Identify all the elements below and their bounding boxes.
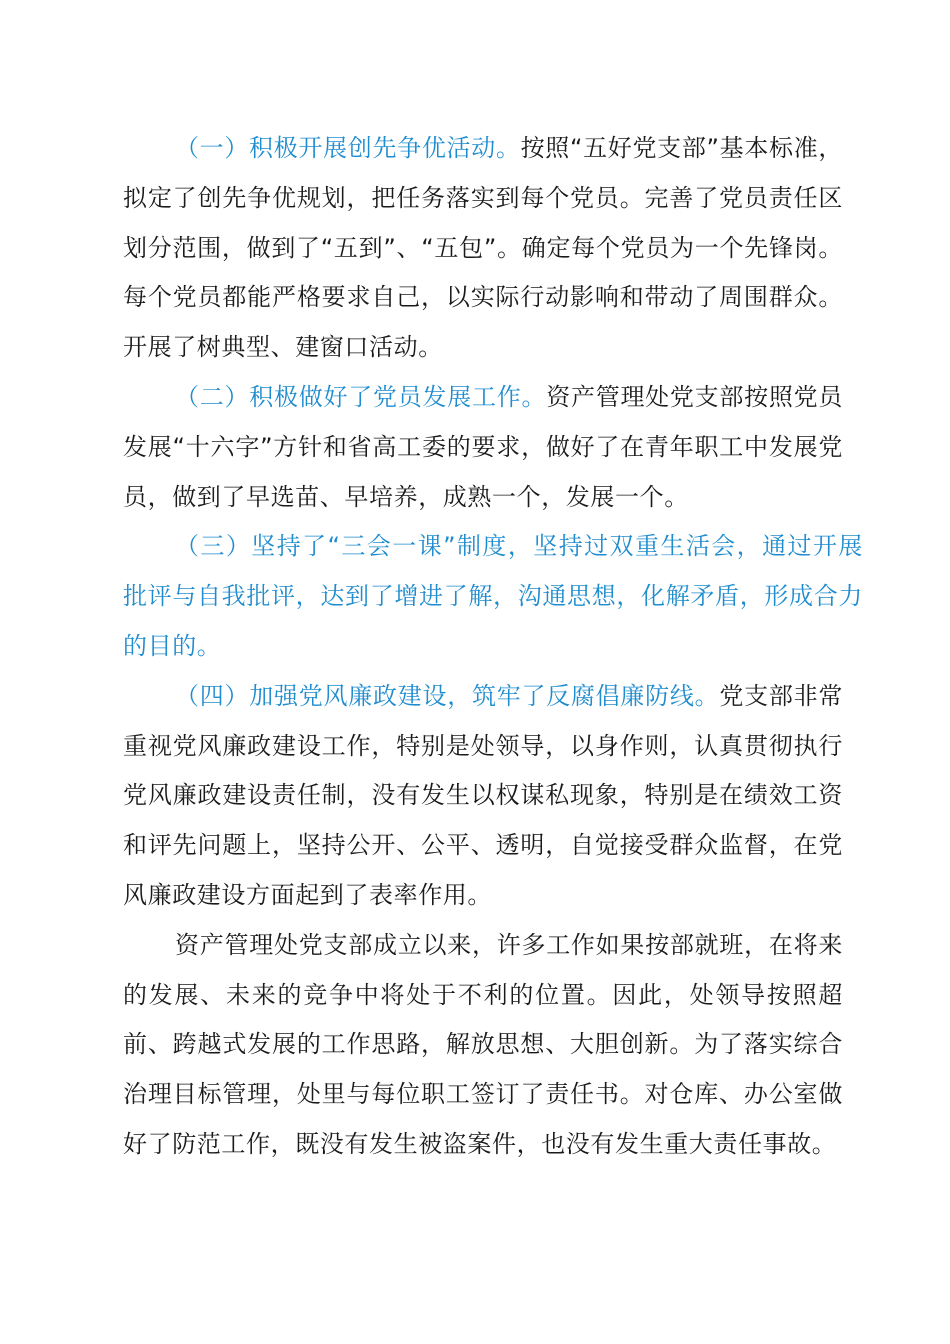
paragraph-1-body: 按照“五好党支部”基本标准，拟定了创先争优规划，把任务落实到每个党员。完善了党员责任区划分范围，做到了“五到”、“五包”。确定每个党员为一个先锋岗。每个党员都能严格要求自己，以实际行动影响和带动了周围群众。开展了树典型、建窗口活动。 (123, 134, 843, 362)
document-page (123, 124, 863, 1170)
paragraph-3-heading: （三）坚持了“三会一课”制度，坚持过双重生活会，通过开展批评与自我批评，达到了增进了解，沟通思想，化解矛盾，形成合力的目的。 (123, 532, 863, 660)
paragraph-1 (123, 124, 843, 373)
paragraph-5-body: 资产管理处党支部成立以来，许多工作如果按部就班，在将来的发展、未来的竞争中将处于不利的位置。因此，处领导按照超前、跨越式发展的工作思路，解放思想、大胆创新。为了落实综合治理目标管理，处里与每位职工签订了责任书。对仓库、办公室做好了防范工作，既没有发生被盗案件，也没有发生重大责任事故。 (123, 930, 843, 1158)
paragraph-4 (123, 672, 843, 921)
paragraph-2-body: 资产管理处党支部按照党员发展“十六字”方针和省高工委的要求，做好了在青年职工中发展党员，做到了早选苗、早培养，成熟一个，发展一个。 (123, 382, 844, 511)
paragraph-1-heading: （一）积极开展创先争优活动。 (175, 134, 521, 162)
paragraph-2 (123, 373, 843, 522)
paragraph-4-body: 党支部非常重视党风廉政建设工作，特别是处领导，以身作则，认真贯彻执行党风廉政建设责任制，没有发生以权谋私现象，特别是在绩效工资和评先问题上，坚持公开、公平、透明，自觉接受群众监督，在党风廉政建设方面起到了表率作用。 (123, 681, 844, 909)
paragraph-4-heading: （四）加强党风廉政建设，筑牢了反腐倡廉防线。 (175, 681, 720, 710)
paragraph-5 (123, 921, 843, 1170)
paragraph-3 (123, 522, 863, 671)
paragraph-2-heading: （二）积极做好了党员发展工作。 (175, 382, 547, 411)
